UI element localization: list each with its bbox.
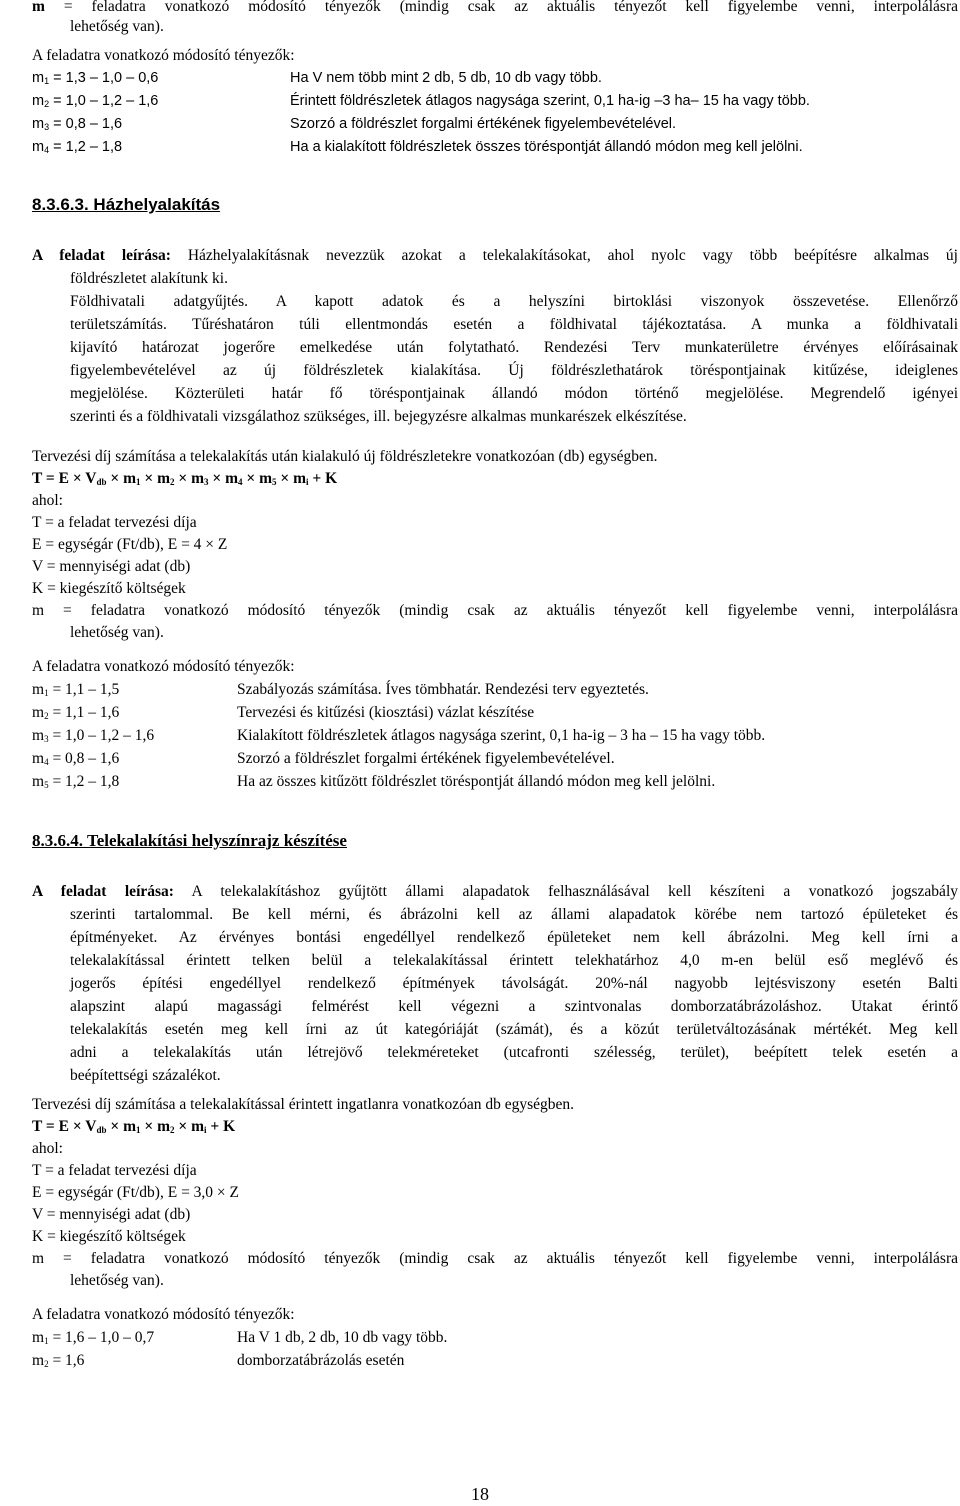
m-definition-cont: lehetőség van). [70,18,164,35]
modifier-row: $m_1 = 1,3 - 1,0 - 0,6$ Ha V nem több mint 2 db, 5 db, 10 db vagy több. [32,70,602,86]
description-line: Földhivatali adatgyűjtés. A kapott adatok és a helyszíni birtoklási viszonyok összevetése. Ellenőrző [70,293,958,310]
section-heading: 8.3.6.4. Telekalakítási helyszínrajz készítése [32,831,347,850]
description-line: földrészletet alakítunk ki. [70,270,228,287]
description-line: szerinti és a földhivatali vizsgálathoz szükséges, ill. bejegyzésre alkalmas munkarészek elkészítése. [70,408,687,425]
modifier-row: $m_2 = 1,6$ domborzatábrázolás esetén [32,1352,405,1369]
fee-intro: Tervezési díj számítása a telekalakítással érintett ingatlanra vonatkozóan db egységben. [32,1096,575,1113]
modifier-row: $m_2 = 1,1 - 1,6$ Tervezési és kitűzési (kiosztási) vázlat készítése [32,704,535,721]
modifier-row: $m_4 = 0,8 - 1,6$ Szorzó a földrészlet forgalmi értékének figyelembevételével. [32,750,615,767]
m-definition-cont: lehetőség van). [70,624,164,641]
definition: K = kiegészítő költségek [32,1228,186,1245]
description-line: A feladat leírása: A telekalakításhoz gyűjtött állami alapadatok felhasználásával kell készíteni a vonatkozó jogszabály [32,883,958,900]
definition: T = a feladat tervezési díja [32,1162,197,1179]
description-line: beépítettségi százalékot. [70,1067,221,1084]
definition: K = kiegészítő költségek [32,580,186,597]
where-label: ahol: [32,1140,63,1157]
modifier-row: $m_3 = 0,8 - 1,6$ Szorzó a földrészlet forgalmi értékének figyelembevételével. [32,116,677,132]
modifier-row: $m_1 = 1,1 - 1,5$ Szabályozás számítása. Íves tömbhatár. Rendezési terv egyeztetés. [32,681,649,698]
formula: $T = E \times V_{db} \times m_1 \times m_2 \times m_3 \times m_4 \times m_5 \times m_i + K$ [32,470,338,487]
fee-intro: Tervezési díj számítása a telekalakítás után kialakuló új földrészletekre vonatkozóan (db) egységben. [32,448,658,465]
description-line: adni a telekalakítás után létrejövő telekméreteket (utcafronti szélesség, terület), beépített telek esetén a [70,1044,958,1061]
m-definition-line: m = feladatra vonatkozó módosító tényezők (mindig csak az aktuális tényezőt kell figyelembe venni, interpolálásra [32,1250,958,1267]
definition: E = egységár (Ft/db), E = 3,0 × Z [32,1184,240,1201]
where-label: ahol: [32,492,63,509]
m-definition-line: m = feladatra vonatkozó módosító tényezők (mindig csak az aktuális tényezőt kell figyelembe venni, interpolálásra [32,602,958,619]
description-line: kijavító határozat jogerőre emelkedése után folytatható. Rendezési Terv munkaterületre érvényes előírásainak [70,339,958,356]
description-line: telekalakítással érintett telken belül a telekalakítással érintett telekhatárhoz 4,0 m-en belül eső meglévő és [70,952,958,969]
section-heading: 8.3.6.3. Házhelyalakítás [32,195,221,214]
page-number: 18 [471,1484,489,1504]
m-definition-cont: lehetőség van). [70,1272,164,1289]
description-line: figyelembevételével az új földrészletek kialakítása. Új földrészlethatárok töréspontjainak kitűzése, ideiglenes [70,362,958,379]
modifier-row: $m_5 = 1,2 - 1,8$ Ha az összes kitűzött földrészlet töréspontját állandó módon meg kell jelölni. [32,773,716,790]
description-line: telekalakítás esetén meg kell írni az út kategóriáját (számát), és a közút területváltozásának mértékét. Meg kell [70,1021,958,1038]
description-line: megjelölése. Közterületi határ fő töréspontjainak állandó módon történő megjelölése. Megrendelő igényei [70,385,958,402]
description-line: alapszint alapú magassági felmérést kell végezni a szintvonalas domborzatábrázoláshoz. Utakat érintő [70,998,958,1015]
formula: $T = E \times V_{db} \times m_1 \times m_2 \times m_i + K$ [32,1118,236,1135]
modifier-row: $m_4 = 1,2 - 1,8$ Ha a kialakított földrészletek összes töréspontját állandó módon meg kell jelölni. [32,139,803,155]
definition: V = mennyiségi adat (db) [32,1206,191,1223]
description-line: építményeket. Az érvényes bontási engedéllyel rendelkező épületeket nem kell ábrázolni. Meg kell írni a [70,929,958,946]
m-definition-line: m = feladatra vonatkozó módosító tényezők (mindig csak az aktuális tényezőt kell figyelembe venni, interpolálásra [32,0,958,15]
definition: V = mennyiségi adat (db) [32,558,191,575]
modifier-heading: A feladatra vonatkozó módosító tényezők: [32,1306,295,1323]
modifier-row: $m_2 = 1,0 - 1,2 - 1,6$ Érintett földrészletek átlagos nagysága szerint, 0,1 ha-ig –3 ha– 15 ha vagy több. [32,93,810,109]
description-line: szerinti tartalommal. Be kell mérni, és ábrázolni kell az állami alapadatok körébe nem tartozó épületeket és [70,906,958,923]
modifier-heading: A feladatra vonatkozó módosító tényezők: [32,658,295,675]
description-line: jogerős építési engedéllyel rendelkező építmények távolságát. 20%-nál nagyobb lejtésviszony esetén Balti [70,975,958,992]
description-line: területszámítás. Tűréshatáron túli ellentmondás esetén a földhivatal tájékoztatása. A munka a földhivatali [70,316,958,333]
definition: E = egységár (Ft/db), E = 4 × Z [32,536,228,553]
definition: T = a feladat tervezési díja [32,514,197,531]
modifier-heading: A feladatra vonatkozó módosító tényezők: [32,47,295,64]
modifier-row: $m_1 = 1,6 - 1,0 - 0,7$ Ha V 1 db, 2 db, 10 db vagy több. [32,1329,448,1346]
modifier-row: $m_3 = 1,0 - 1,2 - 1,6$ Kialakított földrészletek átlagos nagysága szerint, 0,1 ha-ig – 3 ha – 15 ha vagy több. [32,727,766,744]
description-line: A feladat leírása: Házhelyalakításnak nevezzük azokat a telekalakításokat, ahol nyolc vagy több beépítésre alkalmas új [32,247,958,264]
